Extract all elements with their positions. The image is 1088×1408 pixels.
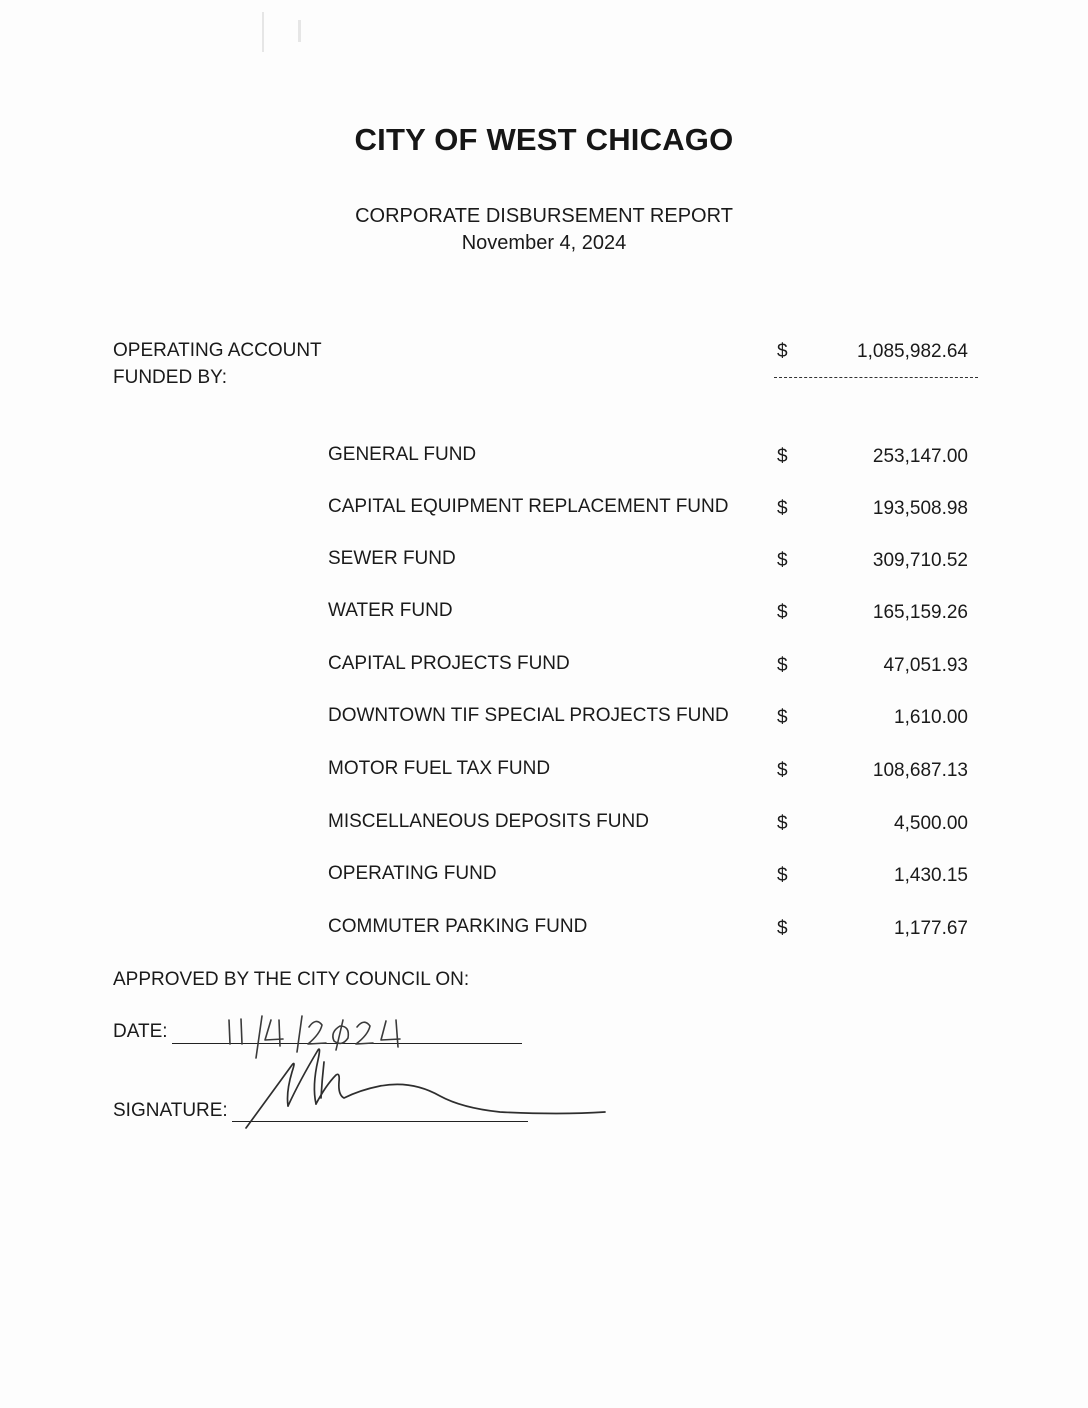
operating-account-label: OPERATING ACCOUNT — [113, 340, 322, 361]
fund-amount: 193,508.98 — [872, 498, 968, 519]
fund-currency: $ — [777, 707, 788, 728]
funded-by-label: FUNDED BY: — [113, 367, 228, 388]
signature-label: SIGNATURE: — [113, 1100, 228, 1121]
fund-currency: $ — [777, 498, 788, 519]
date-label: DATE: — [113, 1021, 168, 1042]
fund-name: CAPITAL PROJECTS FUND — [328, 653, 570, 674]
report-subtitle: CORPORATE DISBURSEMENT REPORT — [355, 205, 733, 227]
report-date: November 4, 2024 — [461, 232, 627, 254]
fund-name: WATER FUND — [328, 600, 453, 621]
fund-currency: $ — [777, 865, 788, 886]
fund-row — [0, 548, 1088, 576]
fund-row — [0, 444, 1088, 472]
fund-amount: 165,159.26 — [872, 602, 968, 623]
fund-row — [0, 496, 1088, 524]
fund-row — [0, 863, 1088, 891]
page-title: CITY OF WEST CHICAGO — [354, 122, 734, 157]
fund-currency: $ — [777, 813, 788, 834]
fund-name: GENERAL FUND — [328, 444, 477, 465]
fund-currency: $ — [777, 550, 788, 571]
fund-name: MOTOR FUEL TAX FUND — [328, 758, 551, 779]
fund-name: CAPITAL EQUIPMENT REPLACEMENT FUND — [328, 496, 729, 517]
fund-amount: 108,687.13 — [872, 760, 968, 781]
approval-statement: APPROVED BY THE CITY COUNCIL ON: — [113, 969, 470, 990]
fund-amount: 1,177.67 — [894, 918, 968, 939]
fund-row — [0, 653, 1088, 681]
fund-name: DOWNTOWN TIF SPECIAL PROJECTS FUND — [328, 705, 729, 726]
operating-currency: $ — [777, 341, 788, 362]
fund-name: COMMUTER PARKING FUND — [328, 916, 588, 937]
scan-artifact — [298, 20, 301, 42]
fund-row — [0, 811, 1088, 839]
fund-currency: $ — [777, 655, 788, 676]
fund-currency: $ — [777, 446, 788, 467]
fund-currency: $ — [777, 918, 788, 939]
operating-amount: 1,085,982.64 — [857, 341, 968, 362]
fund-name: SEWER FUND — [328, 548, 456, 569]
fund-row — [0, 705, 1088, 733]
fund-row — [0, 916, 1088, 944]
fund-amount: 1,610.00 — [894, 707, 968, 728]
dashed-divider — [774, 377, 978, 378]
fund-amount: 1,430.15 — [894, 865, 968, 886]
signature-underline — [232, 1121, 528, 1122]
fund-row — [0, 758, 1088, 786]
fund-amount: 309,710.52 — [872, 550, 968, 571]
fund-name: MISCELLANEOUS DEPOSITS FUND — [328, 811, 649, 832]
fund-currency: $ — [777, 602, 788, 623]
fund-row — [0, 600, 1088, 628]
date-underline — [172, 1043, 522, 1044]
fund-currency: $ — [777, 760, 788, 781]
fund-amount: 4,500.00 — [894, 813, 968, 834]
fund-amount: 47,051.93 — [883, 655, 968, 676]
fund-amount: 253,147.00 — [872, 446, 968, 467]
scan-artifact — [262, 12, 264, 52]
fund-name: OPERATING FUND — [328, 863, 497, 884]
